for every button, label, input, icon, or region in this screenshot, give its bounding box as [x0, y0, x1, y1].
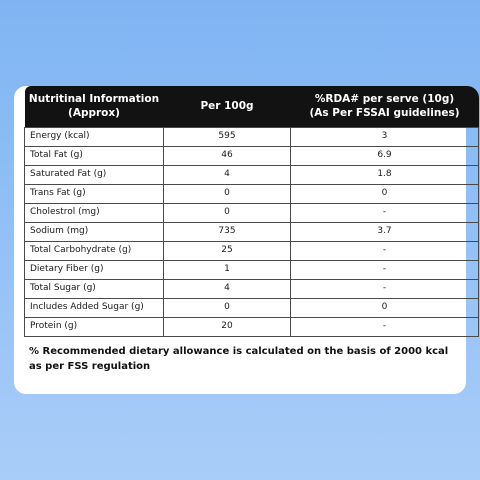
- nutrition-card: [14, 86, 466, 394]
- header-nutrient-line1: Nutritinal Information: [28, 93, 160, 106]
- table-row: [25, 260, 479, 279]
- nutrient-name: Total Sugar (g): [25, 279, 164, 298]
- per-100g-value: 1: [164, 260, 291, 279]
- table-row: [25, 127, 479, 146]
- header-rda-line1: %RDA# per serve (10g): [314, 93, 455, 106]
- table-row: [25, 203, 479, 222]
- nutrient-name: Trans Fat (g): [25, 184, 164, 203]
- table-row: [25, 241, 479, 260]
- rda-value: -: [291, 260, 479, 279]
- table-row: [25, 222, 479, 241]
- per-100g-value: 0: [164, 203, 291, 222]
- nutrient-name: Dietary Fiber (g): [25, 260, 164, 279]
- nutrient-name: Total Carbohydrate (g): [25, 241, 164, 260]
- per-100g-value: 0: [164, 184, 291, 203]
- rda-value: 1.8: [291, 165, 479, 184]
- nutrient-name: Includes Added Sugar (g): [25, 298, 164, 317]
- rda-value: -: [291, 203, 479, 222]
- nutrient-name: Protein (g): [25, 317, 164, 336]
- header-nutrient-line2: (Approx): [68, 107, 120, 120]
- table-row: [25, 279, 479, 298]
- header-rda-line2: (As Per FSSAI guidelines): [309, 107, 460, 120]
- nutrient-name: Total Fat (g): [25, 146, 164, 165]
- nutrition-table: [24, 86, 479, 337]
- nutrient-name: Energy (kcal): [25, 127, 164, 146]
- per-100g-value: 595: [164, 127, 291, 146]
- per-100g-value: 735: [164, 222, 291, 241]
- rda-value: 0: [291, 184, 479, 203]
- per-100g-value: 4: [164, 165, 291, 184]
- per-100g-value: 4: [164, 279, 291, 298]
- header-rda: [291, 86, 479, 127]
- rda-value: 6.9: [291, 146, 479, 165]
- table-row: [25, 298, 479, 317]
- rda-value: -: [291, 317, 479, 336]
- rda-value: -: [291, 241, 479, 260]
- per-100g-value: 25: [164, 241, 291, 260]
- header-per-100g-label: Per 100g: [200, 100, 254, 113]
- table-row: [25, 146, 479, 165]
- table-row: [25, 317, 479, 336]
- header-per-100g: [164, 86, 291, 127]
- nutrient-name: Saturated Fat (g): [25, 165, 164, 184]
- table-header-row: [25, 86, 479, 127]
- rda-value: 3: [291, 127, 479, 146]
- rda-value: 0: [291, 298, 479, 317]
- nutrient-name: Cholestrol (mg): [25, 203, 164, 222]
- rda-value: -: [291, 279, 479, 298]
- per-100g-value: 20: [164, 317, 291, 336]
- nutrient-name: Sodium (mg): [25, 222, 164, 241]
- table-row: [25, 184, 479, 203]
- header-nutrient: [25, 86, 164, 127]
- per-100g-value: 0: [164, 298, 291, 317]
- rda-value: 3.7: [291, 222, 479, 241]
- table-row: [25, 165, 479, 184]
- per-100g-value: 46: [164, 146, 291, 165]
- rda-footnote: % Recommended dietary allowance is calculated on the basis of 2000 kcal as per FSS regulation: [29, 346, 449, 372]
